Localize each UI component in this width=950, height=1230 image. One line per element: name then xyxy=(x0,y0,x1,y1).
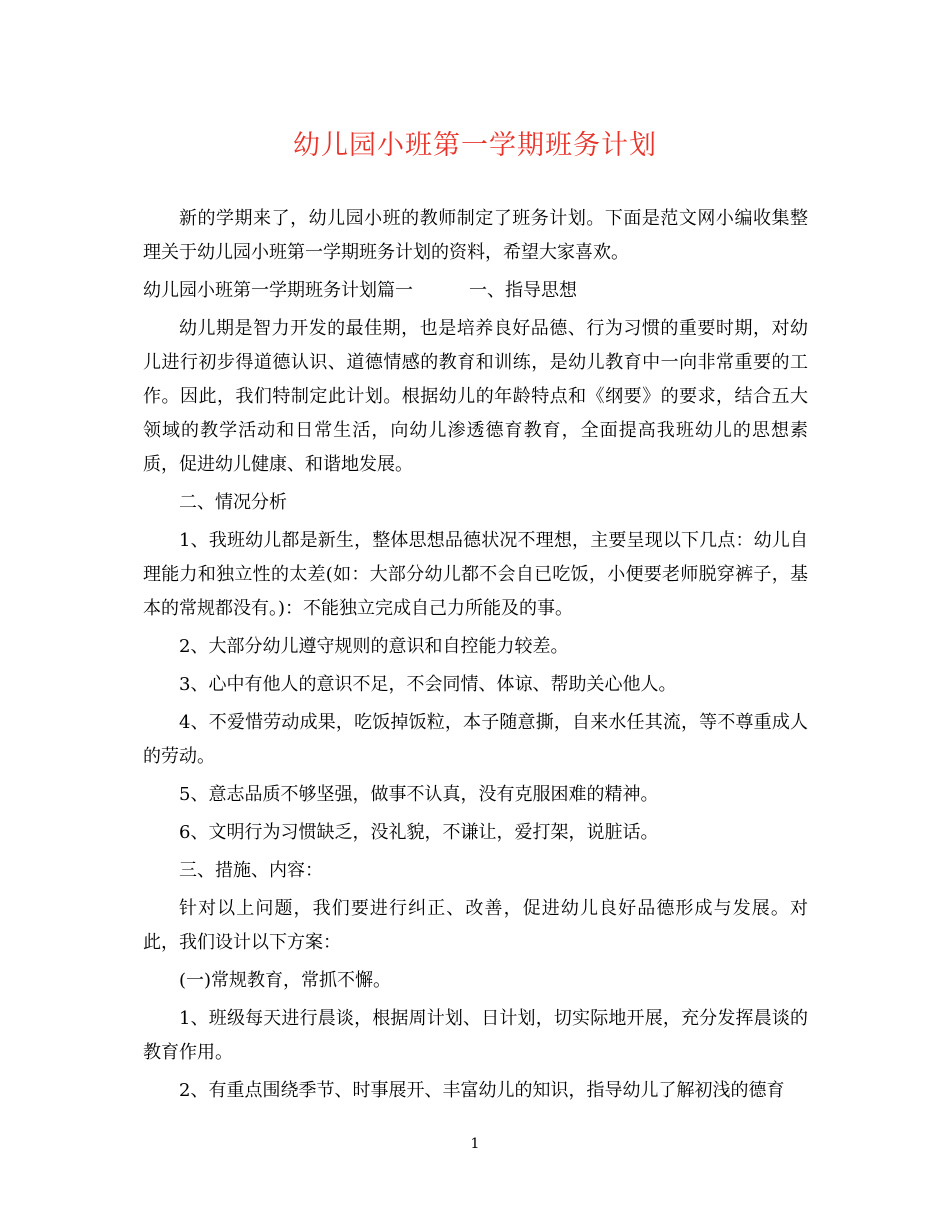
paragraph-item-4: 4、不爱惜劳动成果，吃饭掉饭粒，本子随意撕，自来水任其流，等不尊重成人的劳动。 xyxy=(143,712,808,767)
paragraph-item-5: 5、意志品质不够坚强，做事不认真，没有克服困难的精神。 xyxy=(179,784,659,805)
paragraph-guiding-thought: 幼儿期是智力开发的最佳期，也是培养良好品德、行为习惯的重要时期，对幼儿进行初步得道德认识、道德情感的教育和训练，是幼儿教育中一向非常重要的工作。因此，我们特制定此计划。根据幼儿的年龄特点和《纲要》的要求，结合五大领域的教学活动和日常生活，向幼儿渗透德育教育，全面提高我班幼儿的思想素质，促进幼儿健康、和谐地发展。 xyxy=(143,318,808,475)
page-title: 幼儿园小班第一学期班务计划 xyxy=(293,130,657,161)
paragraph-measure-1: 1、班级每天进行晨谈，根据周计划、日计划，切实际地开展，充分发挥晨谈的教育作用。 xyxy=(143,1008,808,1063)
intro-paragraph: 新的学期来了，幼儿园小班的教师制定了班务计划。下面是范文网小编收集整理关于幼儿园小班第一学期班务计划的资料，希望大家喜欢。 xyxy=(143,208,808,263)
section-heading-1: 一、指导思想 xyxy=(469,280,577,301)
paragraph-measure-2: 2、有重点围绕季节、时事展开、丰富幼儿的知识，指导幼儿了解初浅的德育 xyxy=(179,1080,785,1101)
page-number: 1 xyxy=(470,1136,480,1152)
subsection-heading-1: (一)常规教育，常抓不懈。 xyxy=(179,970,392,991)
paragraph-item-2: 2、大部分幼儿遵守规则的意识和自控能力较差。 xyxy=(179,636,569,657)
article-subtitle: 幼儿园小班第一学期班务计划篇一 xyxy=(143,280,413,301)
section-heading-line xyxy=(143,274,808,308)
paragraph-measures-intro: 针对以上问题，我们要进行纠正、改善，促进幼儿良好品德形成与发展。对此，我们设计以下方案： xyxy=(143,898,808,953)
document-body xyxy=(143,202,808,1112)
paragraph-item-1: 1、我班幼儿都是新生，整体思想品德状况不理想，主要呈现以下几点：幼儿自理能力和独立性的太差(如：大部分幼儿都不会自已吃饭，小便要老师脱穿裤子，基本的常规都没有。)：不能独立完成自己力所能及的事。 xyxy=(143,530,808,619)
paragraph-item-3: 3、心中有他人的意识不足，不会同情、体谅、帮助关心他人。 xyxy=(179,674,677,695)
paragraph-item-6: 6、文明行为习惯缺乏，没礼貌，不谦让，爱打架，说脏话。 xyxy=(179,822,659,843)
section-heading-2: 二、情况分析 xyxy=(179,492,287,513)
section-heading-3: 三、措施、内容： xyxy=(179,860,323,881)
